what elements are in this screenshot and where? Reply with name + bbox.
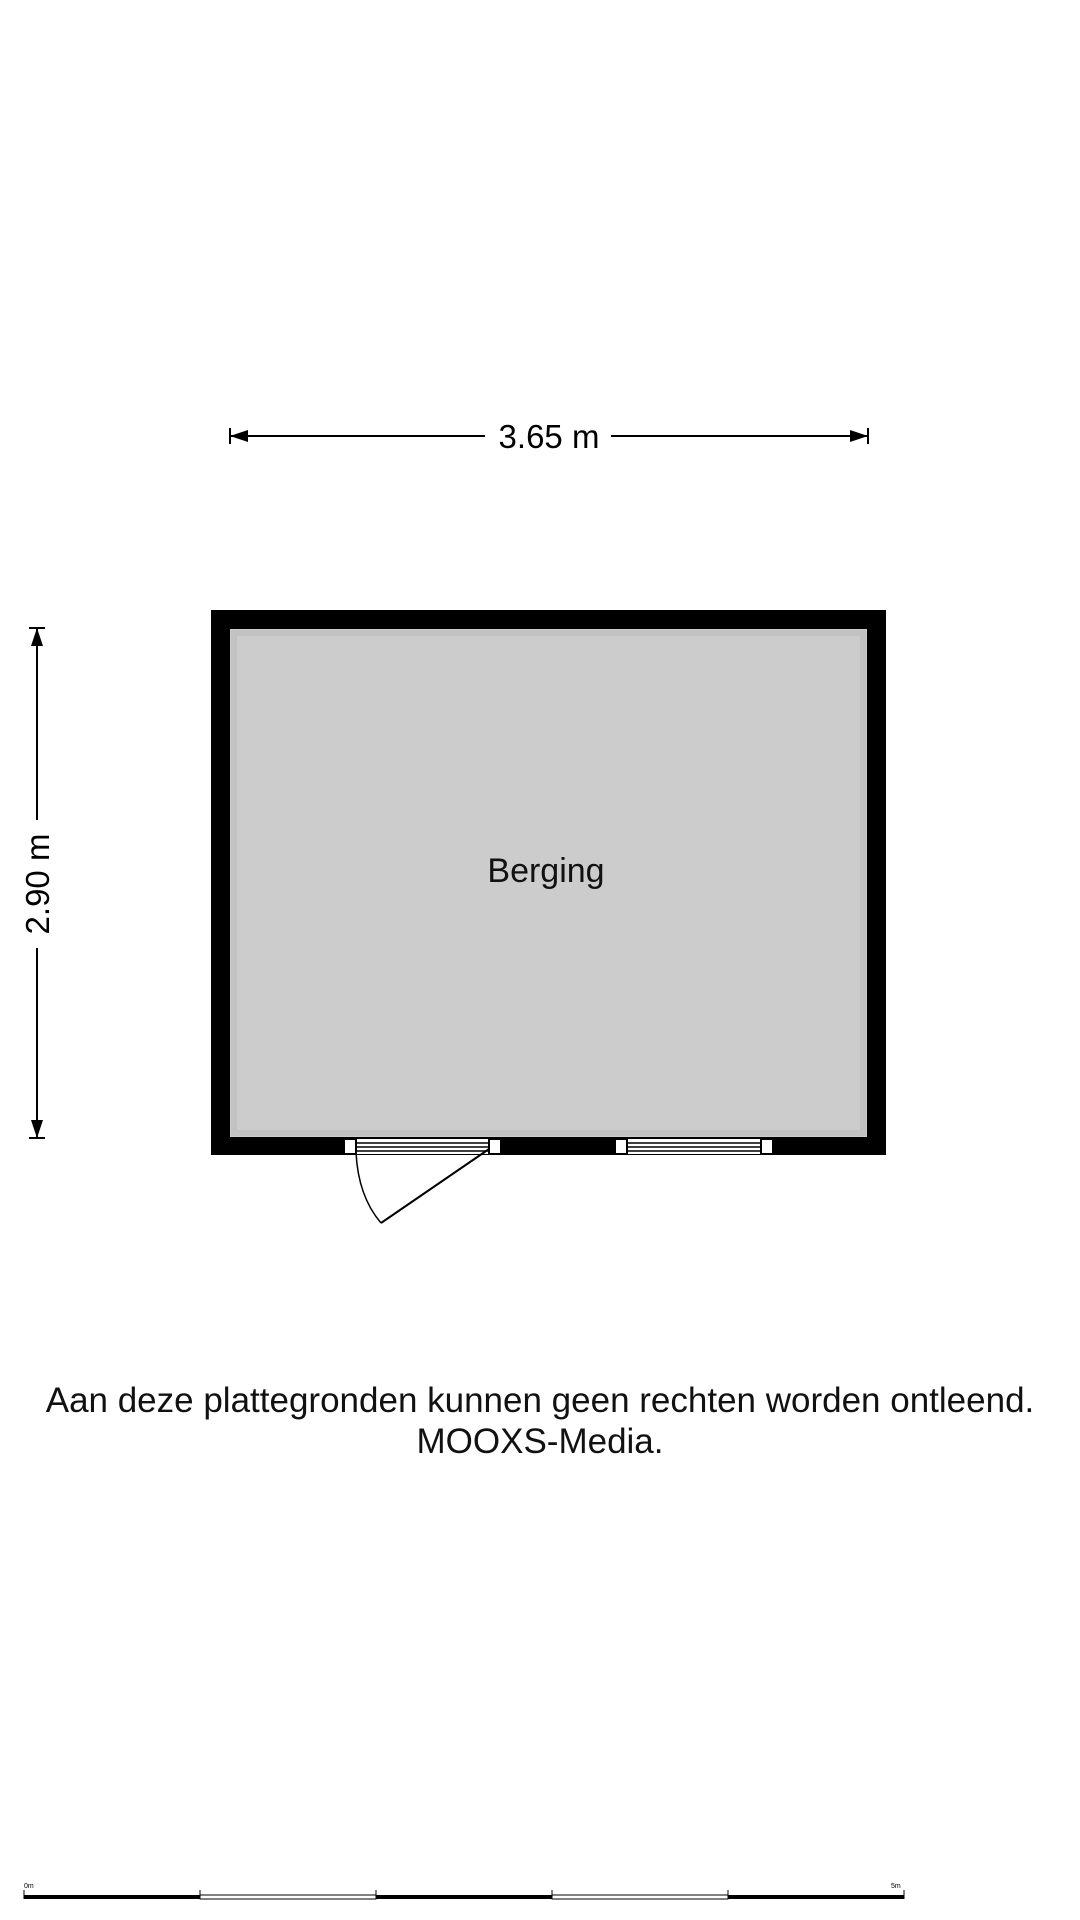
scale-bar-segment-5 (728, 1895, 904, 1899)
scale-bar-end-label: 5m (891, 1883, 901, 1890)
disclaimer-line-1: Aan deze plattegronden kunnen geen rechten worden ontleend. (45, 1381, 1035, 1420)
door-swing-arc (356, 1152, 381, 1223)
scale-bar-segment-2 (200, 1895, 376, 1899)
scale-bar-segment-4 (552, 1895, 728, 1899)
height-label: 2.90 m (19, 833, 56, 935)
room-label: Berging (487, 852, 605, 890)
width-dimension (230, 418, 868, 455)
window-jamb-right (761, 1139, 773, 1154)
height-dimension (19, 628, 56, 1138)
disclaimer (0, 1380, 1080, 1462)
door (344, 1139, 501, 1223)
room-berging (211, 610, 886, 1155)
height-arrow-bottom-icon (31, 1120, 43, 1138)
window (615, 1139, 773, 1154)
width-arrow-left-icon (230, 430, 248, 442)
scale-bar (24, 1883, 904, 1899)
scale-bar-segment-1 (24, 1895, 200, 1899)
door-leaf (381, 1149, 489, 1223)
height-arrow-top-icon (31, 628, 43, 646)
width-label: 3.65 m (498, 418, 600, 455)
door-jamb-right (489, 1139, 501, 1154)
width-arrow-right-icon (850, 430, 868, 442)
scale-bar-segment-3 (376, 1895, 552, 1899)
scale-bar-start-label: 0m (24, 1883, 34, 1890)
door-jamb-left (344, 1139, 356, 1154)
disclaimer-line-2: MOOXS-Media. (416, 1422, 664, 1461)
window-jamb-left (615, 1139, 627, 1154)
